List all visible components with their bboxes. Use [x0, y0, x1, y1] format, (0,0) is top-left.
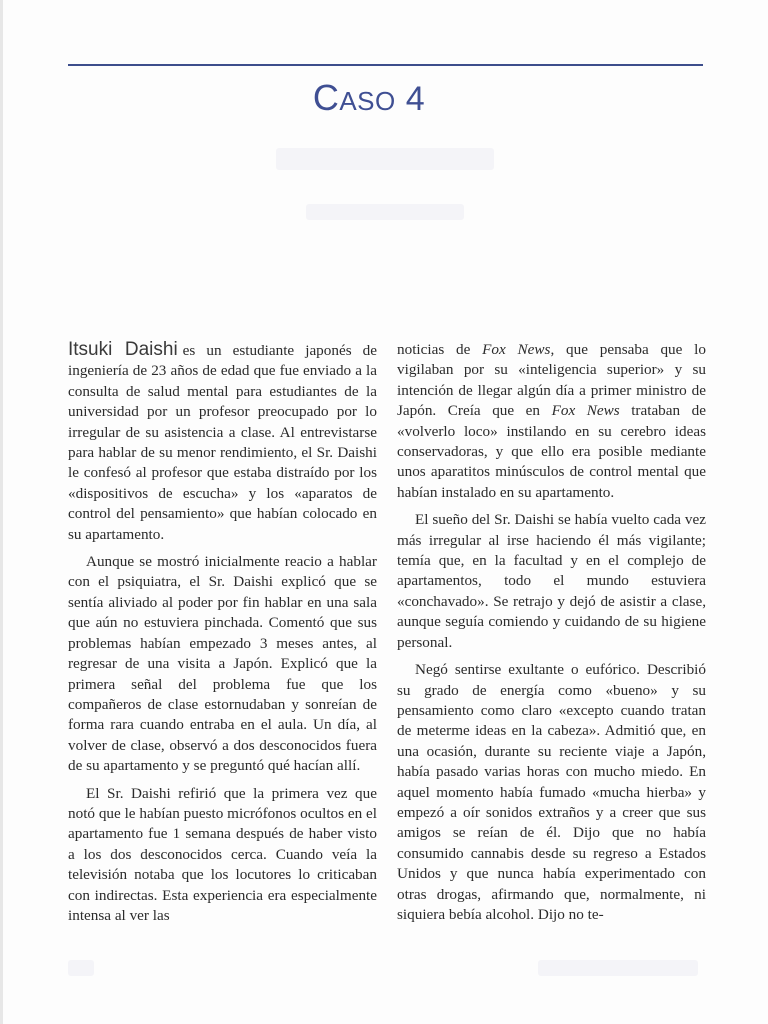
left-column — [68, 340, 377, 926]
page-edge — [0, 0, 3, 1024]
paragraph: Aunque se mostró inicialmente reacio a hablar con el psiquiatra, el Sr. Daishi explicó que se sentía aliviado al poder por fin hablar en una sala que aún no estuviera pinchada. Comentó que sus problemas habían empezado 3 meses antes, al regresar de una visita a Japón. Explicó que la primera señal del problema fue que los compañeros de clase estornudaban y sonreían de forma rara cuando entraba en el aula. Un día, al volver de clase, observó a dos desconocidos fuera de su apartamento y se preguntó qué hacían allí. — [68, 553, 377, 775]
emphasis-fox-news: Fox News — [482, 341, 551, 358]
paragraph: El sueño del Sr. Daishi se había vuelto cada vez más irregular al irse haciendo él más vigilante; temía que, en la facultad y en el complejo de apartamentos, todo el mundo estuviera «conchavado». Se retrajo y dejó de asistir a clase, aunque seguía comiendo y cuidando de su higiene personal. — [397, 511, 706, 651]
title-number: 4 — [405, 80, 426, 118]
page-title — [0, 78, 738, 126]
title-word: ASO — [339, 86, 396, 116]
header-rule — [68, 64, 703, 66]
text-run: noticias de — [397, 341, 483, 358]
text-run: trataban de «volverlo loco» instilando en su cerebro ideas conservadoras, y que ello era posible mediante unos aparatitos minúsculos de control mental que habían instalado en su apartamento. — [397, 402, 706, 501]
ghost-subtitle — [276, 148, 494, 170]
paragraph — [68, 340, 377, 545]
paragraph: Negó sentirse exultante o eufórico. Describió su grado de energía como «bueno» y su pensamiento como claro «excepto cuando tratan de meterme ideas en la cabeza». Admitió que, en una ocasión, durante su reciente viaje a Japón, había pasado varias horas con mucho miedo. En aquel momento había fumado «mucha hierba» y empezó a oír sonidos extraños y a creer que sus amigos se reían de él. Dijo que no había consumido cannabis desde su regreso a Estados Unidos y que nunca había experimentado con otras drogas, afirmando que, normalmente, ni siquiera bebía alcohol. Dijo no te- — [397, 661, 706, 923]
paragraph: El Sr. Daishi refirió que la primera vez que notó que le habían puesto micrófonos ocultos en el apartamento fue 1 semana después de haber visto a los dos desconocidos cerca. Cuando veía la televisión notaba que los locutores lo criticaban con indirectas. Esta experiencia era especialmente intensa al ver las — [68, 784, 377, 924]
text-run: , que pensaba que lo vigilaban por su «inteligencia superior» y su intención de llegar algún día a primer ministro de Japón. Creía que en — [397, 341, 706, 420]
ghost-footer-left — [68, 960, 94, 976]
title-cap: C — [312, 77, 340, 118]
right-column — [397, 340, 706, 925]
ghost-footer-right — [538, 960, 698, 976]
paragraph-text: es un estudiante japonés de ingeniería de 23 años de edad que fue enviado a la consulta de salud mental para estudiantes de la universidad por un profesor preocupado por lo irregular de su asistencia a clase. Al entrevistarse para hablar de su menor rendimiento, el Sr. Daishi le confesó al profesor que estaba distraído por los «dispositivos de escucha» y los «aparatos de control del pensamiento» que habían colocado en su apartamento. — [68, 342, 377, 543]
ghost-subtitle-2 — [306, 204, 464, 220]
lead-name: Itsuki Daishi — [68, 339, 178, 360]
paragraph — [397, 340, 706, 503]
emphasis-fox-news: Fox News — [551, 402, 620, 420]
